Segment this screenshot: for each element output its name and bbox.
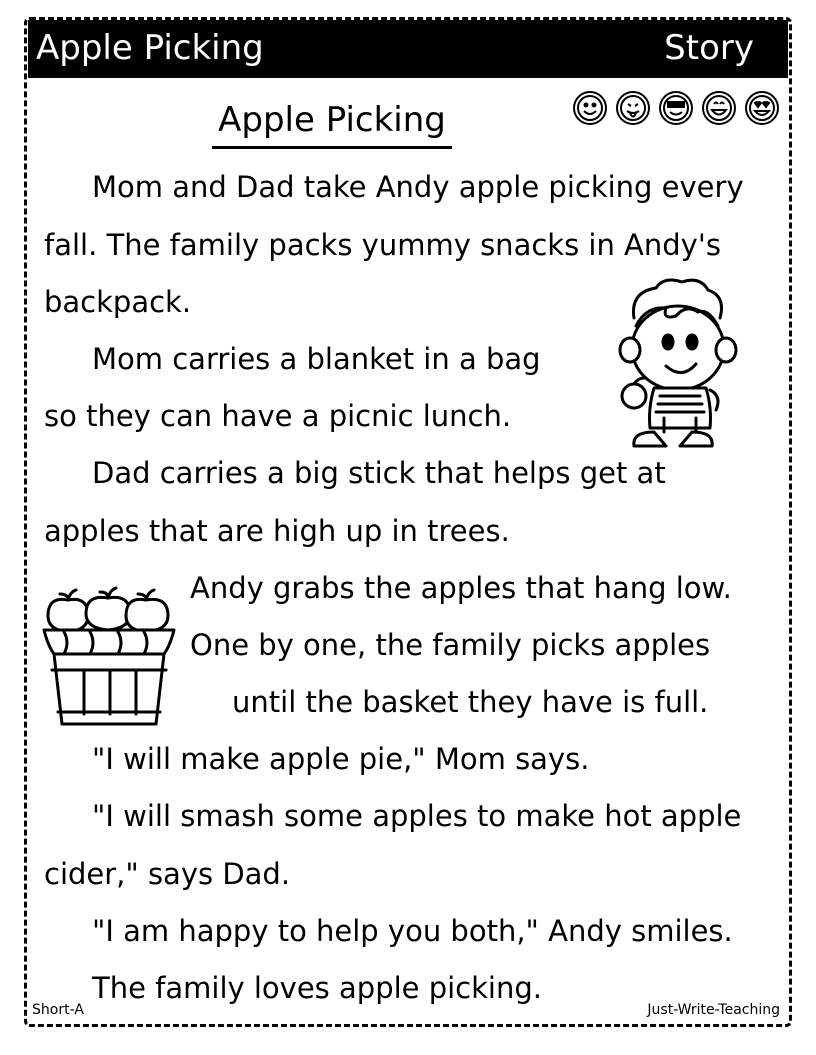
grin-face-icon	[703, 92, 735, 124]
header-type-label: Story	[664, 28, 754, 68]
story-line: Mom and Dad take Andy apple picking every	[92, 170, 744, 204]
story-title: Apple Picking	[212, 100, 452, 149]
tongue-face-icon	[617, 92, 649, 124]
story-line: One by one, the family picks apples	[190, 628, 711, 662]
story-line: "I will make apple pie," Mom says.	[92, 742, 590, 776]
story-line: Andy grabs the apples that hang low.	[190, 571, 732, 605]
story-line: Mom carries a blanket in a bag	[92, 342, 541, 376]
boy-with-apple-illustration	[606, 278, 742, 454]
smile-face-icon	[574, 92, 606, 124]
story-line: fall. The family packs yummy snacks in Andy's	[44, 228, 721, 262]
rating-faces	[572, 90, 784, 126]
story-line: backpack.	[44, 285, 192, 319]
story-line: until the basket they have is full.	[232, 685, 709, 719]
story-line: so they can have a picnic lunch.	[44, 399, 512, 433]
sunglasses-face-icon	[660, 92, 692, 124]
apple-basket-illustration	[38, 586, 180, 728]
story-line: Dad carries a big stick that helps get at	[92, 456, 666, 490]
footer-credit: Just-Write-Teaching	[647, 1002, 780, 1018]
header-bar	[28, 20, 788, 78]
heart-eyes-face-icon	[746, 92, 778, 124]
header-title: Apple Picking	[36, 28, 264, 68]
story-line: The family loves apple picking.	[92, 971, 542, 1005]
footer-level: Short-A	[32, 1002, 84, 1018]
story-line: "I will smash some apples to make hot apple	[92, 799, 742, 833]
story-line: "I am happy to help you both," Andy smiles.	[92, 914, 733, 948]
story-line: apples that are high up in trees.	[44, 514, 510, 548]
story-line: cider," says Dad.	[44, 857, 291, 891]
